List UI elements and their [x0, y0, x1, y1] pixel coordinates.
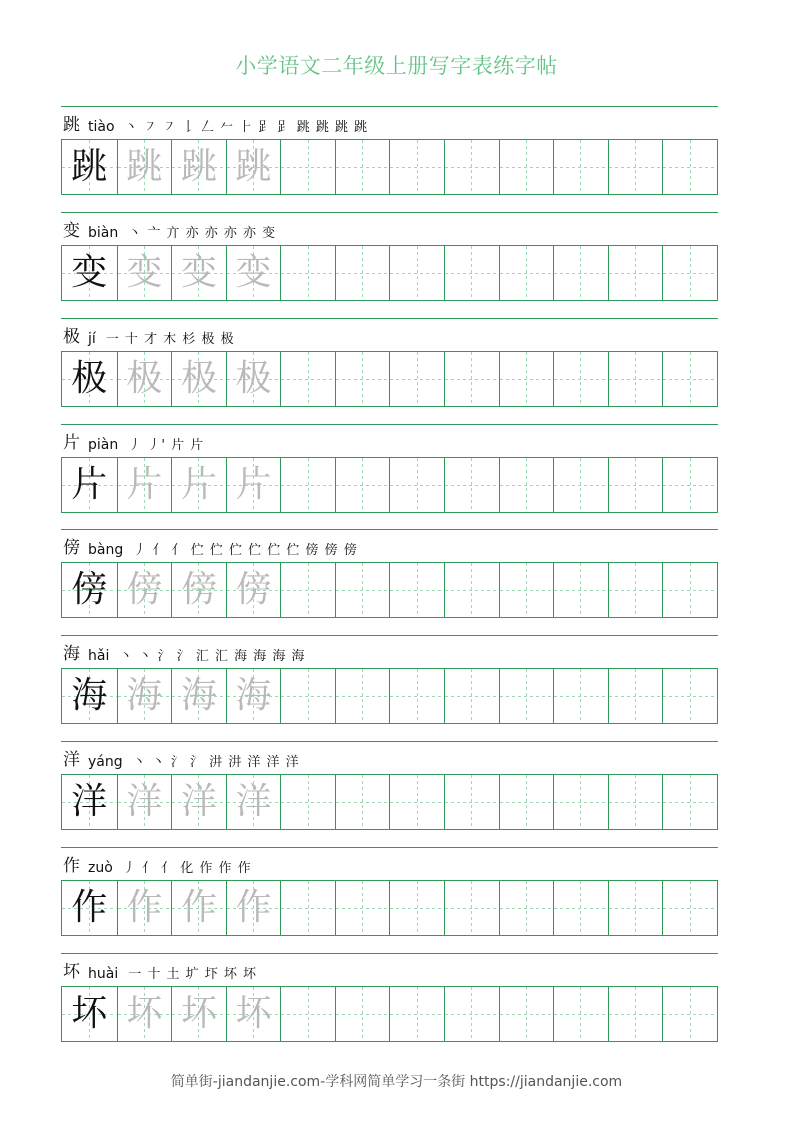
trace-character-box[interactable]: [171, 246, 226, 300]
trace-character: 坏: [180, 993, 217, 1034]
model-character: 海: [71, 675, 108, 716]
empty-writing-box[interactable]: [553, 881, 608, 935]
model-character: 极: [71, 358, 108, 399]
character-label: 变: [63, 221, 80, 241]
model-character-box[interactable]: [62, 246, 117, 300]
practice-row: [61, 847, 718, 953]
model-character: 坏: [71, 993, 108, 1034]
model-character: 傍: [71, 569, 108, 610]
trace-character-box[interactable]: [226, 987, 281, 1041]
row-header: [63, 219, 276, 241]
row-header: [63, 536, 358, 558]
empty-writing-box[interactable]: [662, 352, 717, 406]
character-label: 极: [63, 327, 80, 347]
empty-writing-box[interactable]: [608, 458, 663, 512]
empty-writing-box[interactable]: [553, 987, 608, 1041]
writing-grid: [61, 139, 718, 195]
model-character-box[interactable]: [62, 140, 117, 194]
empty-writing-box[interactable]: [444, 246, 499, 300]
empty-writing-box[interactable]: [662, 669, 717, 723]
writing-grid: [61, 457, 718, 513]
trace-character-box[interactable]: [117, 881, 172, 935]
trace-character: 极: [235, 358, 272, 399]
model-character-box[interactable]: [62, 563, 117, 617]
character-label: 傍: [63, 538, 80, 558]
empty-writing-box[interactable]: [499, 987, 554, 1041]
empty-writing-box[interactable]: [389, 458, 444, 512]
empty-writing-box[interactable]: [335, 881, 390, 935]
empty-writing-box[interactable]: [389, 563, 444, 617]
trace-character: 跳: [235, 146, 272, 187]
practice-row: [61, 106, 718, 212]
writing-grid: [61, 245, 718, 301]
empty-writing-box[interactable]: [608, 669, 663, 723]
stroke-order: 一 十 才 木 杉 极 极: [105, 332, 235, 347]
empty-writing-box[interactable]: [335, 775, 390, 829]
footer-text: 简单街-jiandanjie.com-学科网简单学习一条街 https://jiandanjie.com: [170, 1074, 623, 1090]
trace-character: 作: [180, 887, 217, 928]
trace-character-box[interactable]: [226, 458, 281, 512]
trace-character-box[interactable]: [171, 140, 226, 194]
trace-character-box[interactable]: [226, 140, 281, 194]
practice-row: [61, 529, 718, 635]
trace-character-box[interactable]: [226, 775, 281, 829]
trace-character: 极: [180, 358, 217, 399]
empty-writing-box[interactable]: [608, 563, 663, 617]
model-character-box[interactable]: [62, 352, 117, 406]
empty-writing-box[interactable]: [499, 881, 554, 935]
empty-writing-box[interactable]: [662, 987, 717, 1041]
stroke-order: 丶 丶 氵 氵 汇 汇 海 海 海 海: [119, 649, 306, 664]
model-character-box[interactable]: [62, 881, 117, 935]
character-label: 片: [63, 433, 80, 453]
trace-character-box[interactable]: [226, 352, 281, 406]
trace-character-box[interactable]: [226, 246, 281, 300]
trace-character-box[interactable]: [171, 775, 226, 829]
empty-writing-box[interactable]: [608, 775, 663, 829]
empty-writing-box[interactable]: [389, 987, 444, 1041]
empty-writing-box[interactable]: [335, 563, 390, 617]
empty-writing-box[interactable]: [662, 246, 717, 300]
trace-character: 洋: [180, 781, 217, 822]
trace-character: 洋: [126, 781, 163, 822]
empty-writing-box[interactable]: [608, 246, 663, 300]
empty-writing-box[interactable]: [553, 775, 608, 829]
pinyin-label: huài: [88, 966, 119, 982]
empty-writing-box[interactable]: [553, 140, 608, 194]
trace-character-box[interactable]: [117, 246, 172, 300]
pinyin-label: jí: [88, 331, 96, 347]
page-title: 小学语文二年级上册写字表练字帖: [235, 54, 558, 78]
model-character: 跳: [71, 146, 108, 187]
stroke-order: 丿 丿' 片 片: [128, 438, 205, 453]
trace-character: 变: [180, 252, 217, 293]
empty-writing-box[interactable]: [389, 669, 444, 723]
character-label: 作: [63, 856, 80, 876]
writing-grid: [61, 351, 718, 407]
empty-writing-box[interactable]: [280, 352, 335, 406]
row-header: [63, 960, 257, 982]
trace-character-box[interactable]: [117, 669, 172, 723]
empty-writing-box[interactable]: [280, 140, 335, 194]
writing-grid: [61, 986, 718, 1042]
trace-character: 海: [126, 675, 163, 716]
trace-character-box[interactable]: [226, 669, 281, 723]
practice-row: [61, 424, 718, 530]
empty-writing-box[interactable]: [553, 352, 608, 406]
model-character: 片: [71, 464, 108, 505]
empty-writing-box[interactable]: [499, 775, 554, 829]
empty-writing-box[interactable]: [608, 881, 663, 935]
empty-writing-box[interactable]: [553, 563, 608, 617]
empty-writing-box[interactable]: [280, 987, 335, 1041]
empty-writing-box[interactable]: [335, 352, 390, 406]
empty-writing-box[interactable]: [389, 140, 444, 194]
row-header: [63, 113, 368, 135]
trace-character: 傍: [180, 569, 217, 610]
trace-character: 作: [126, 887, 163, 928]
empty-writing-box[interactable]: [499, 563, 554, 617]
trace-character: 傍: [235, 569, 272, 610]
empty-writing-box[interactable]: [662, 775, 717, 829]
stroke-order: 丿 亻 亻 伫 伫 伫 伫 伫 伫 傍 傍 傍: [133, 543, 358, 558]
trace-character-box[interactable]: [117, 563, 172, 617]
empty-writing-box[interactable]: [444, 669, 499, 723]
pinyin-label: piàn: [88, 437, 119, 453]
empty-writing-box[interactable]: [608, 987, 663, 1041]
empty-writing-box[interactable]: [553, 458, 608, 512]
character-label: 洋: [63, 750, 80, 770]
character-label: 坏: [63, 962, 80, 982]
stroke-order: 丶 ㇇ ㇇ 𠄌 𠃋 𠂉 ⺊ 𧾷 𧾷 跳 跳 跳 跳: [124, 120, 369, 135]
pinyin-label: hǎi: [88, 648, 110, 664]
pinyin-label: tiào: [88, 119, 115, 135]
row-header: [63, 854, 252, 876]
model-character-box[interactable]: [62, 458, 117, 512]
practice-row: [61, 953, 718, 1059]
empty-writing-box[interactable]: [444, 352, 499, 406]
empty-writing-box[interactable]: [499, 246, 554, 300]
empty-writing-box[interactable]: [280, 246, 335, 300]
trace-character: 跳: [180, 146, 217, 187]
trace-character-box[interactable]: [171, 352, 226, 406]
practice-row: [61, 212, 718, 318]
writing-grid: [61, 880, 718, 936]
empty-writing-box[interactable]: [444, 458, 499, 512]
trace-character: 片: [180, 464, 217, 505]
empty-writing-box[interactable]: [280, 563, 335, 617]
character-label: 海: [63, 644, 80, 664]
writing-grid: [61, 562, 718, 618]
trace-character-box[interactable]: [117, 458, 172, 512]
trace-character-box[interactable]: [117, 352, 172, 406]
character-label: 跳: [63, 115, 80, 135]
stroke-order: 丿 亻 亻 化 作 作 作: [122, 861, 252, 876]
empty-writing-box[interactable]: [499, 352, 554, 406]
model-character: 洋: [71, 781, 108, 822]
model-character: 变: [71, 252, 108, 293]
trace-character-box[interactable]: [226, 563, 281, 617]
trace-character: 海: [235, 675, 272, 716]
empty-writing-box[interactable]: [608, 352, 663, 406]
practice-row: [61, 318, 718, 424]
model-character: 作: [71, 887, 108, 928]
pinyin-label: bàng: [88, 542, 124, 558]
model-character-box[interactable]: [62, 775, 117, 829]
trace-character-box[interactable]: [171, 669, 226, 723]
empty-writing-box[interactable]: [335, 458, 390, 512]
empty-writing-box[interactable]: [608, 140, 663, 194]
trace-character: 极: [126, 358, 163, 399]
empty-writing-box[interactable]: [280, 669, 335, 723]
empty-writing-box[interactable]: [280, 458, 335, 512]
empty-writing-box[interactable]: [499, 669, 554, 723]
empty-writing-box[interactable]: [499, 140, 554, 194]
model-character-box[interactable]: [62, 987, 117, 1041]
trace-character-box[interactable]: [117, 140, 172, 194]
trace-character-box[interactable]: [171, 881, 226, 935]
empty-writing-box[interactable]: [553, 246, 608, 300]
trace-character: 海: [180, 675, 217, 716]
stroke-order: 丶 丶 氵 氵 汫 汫 洋 洋 洋: [132, 755, 300, 770]
empty-writing-box[interactable]: [389, 352, 444, 406]
writing-grid: [61, 774, 718, 830]
empty-writing-box[interactable]: [444, 881, 499, 935]
empty-writing-box[interactable]: [335, 246, 390, 300]
trace-character: 变: [235, 252, 272, 293]
practice-row: [61, 635, 718, 741]
pinyin-label: yáng: [88, 754, 123, 770]
row-header: [63, 642, 306, 664]
empty-writing-box[interactable]: [335, 987, 390, 1041]
empty-writing-box[interactable]: [662, 140, 717, 194]
empty-writing-box[interactable]: [335, 140, 390, 194]
empty-writing-box[interactable]: [389, 246, 444, 300]
trace-character: 作: [235, 887, 272, 928]
empty-writing-box[interactable]: [389, 775, 444, 829]
empty-writing-box[interactable]: [662, 563, 717, 617]
model-character-box[interactable]: [62, 669, 117, 723]
empty-writing-box[interactable]: [444, 987, 499, 1041]
empty-writing-box[interactable]: [662, 458, 717, 512]
empty-writing-box[interactable]: [662, 881, 717, 935]
empty-writing-box[interactable]: [444, 775, 499, 829]
trace-character: 坏: [235, 993, 272, 1034]
pinyin-label: biàn: [88, 225, 119, 241]
practice-row: [61, 741, 718, 847]
trace-character-box[interactable]: [226, 881, 281, 935]
trace-character-box[interactable]: [171, 563, 226, 617]
empty-writing-box[interactable]: [389, 881, 444, 935]
trace-character: 片: [235, 464, 272, 505]
trace-character: 傍: [126, 569, 163, 610]
stroke-order: 一 十 土 圹 圷 坏 坏: [128, 967, 258, 982]
pinyin-label: zuò: [88, 860, 113, 876]
trace-character-box[interactable]: [171, 458, 226, 512]
row-header: [63, 325, 235, 347]
empty-writing-box[interactable]: [280, 881, 335, 935]
trace-character: 洋: [235, 781, 272, 822]
empty-writing-box[interactable]: [444, 140, 499, 194]
empty-writing-box[interactable]: [444, 563, 499, 617]
trace-character: 变: [126, 252, 163, 293]
trace-character-box[interactable]: [171, 987, 226, 1041]
trace-character: 坏: [126, 993, 163, 1034]
trace-character-box[interactable]: [117, 987, 172, 1041]
empty-writing-box[interactable]: [335, 669, 390, 723]
empty-writing-box[interactable]: [553, 669, 608, 723]
trace-character: 跳: [126, 146, 163, 187]
empty-writing-box[interactable]: [280, 775, 335, 829]
stroke-order: 丶 亠 亣 亦 亦 亦 亦 变: [128, 226, 277, 241]
row-header: [63, 748, 300, 770]
writing-grid: [61, 668, 718, 724]
row-header: [63, 431, 204, 453]
empty-writing-box[interactable]: [499, 458, 554, 512]
trace-character: 片: [126, 464, 163, 505]
trace-character-box[interactable]: [117, 775, 172, 829]
